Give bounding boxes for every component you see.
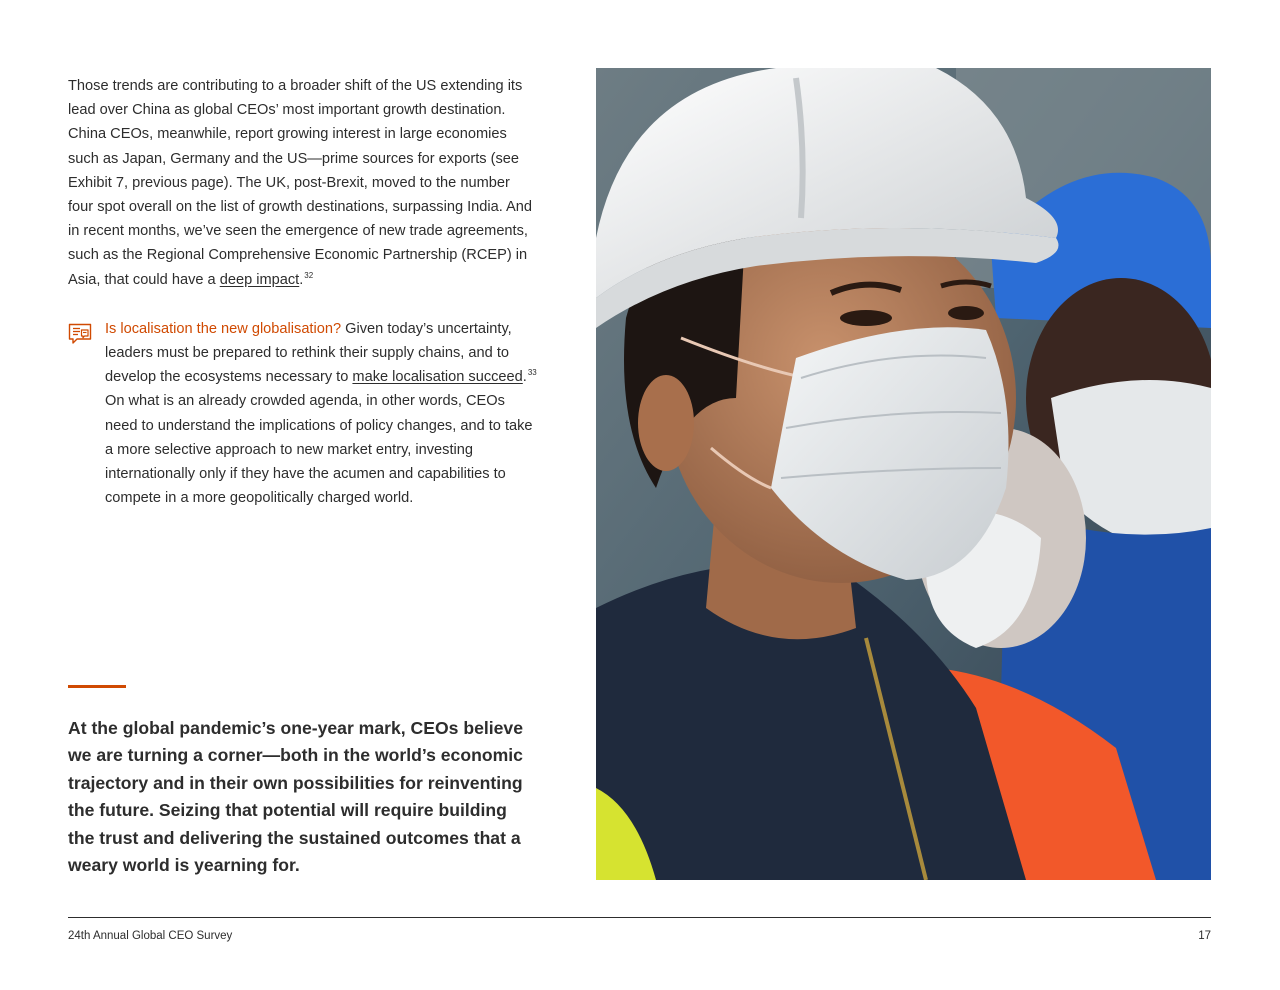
footnote-ref-33: 33 [527, 368, 537, 378]
callout-title: Is localisation the new globalisation? [105, 320, 342, 337]
page-number: 17 [1198, 930, 1211, 942]
period: . [522, 369, 527, 386]
callout-text-continued: On what is an already crowded agenda, in other words, CEOs need to understand the implications of policy changes, and to take a more selective approach to new market entry, investing internationally only if they have the acumen and capabilities to compete in a more geopolitically charged world. [105, 393, 533, 507]
period: . [299, 271, 304, 288]
body-paragraph-text: Those trends are contributing to a broader shift of the US extending its lead over China as global CEOs’ most important growth destination. China CEOs, meanwhile, report growing interest in large economies such as Japan, Germany and the US—prime sources for exports (see Exhibit 7, previous page). The UK, post-Brexit, moved to the number four spot overall on the list of growth destinations, surpassing India. And in recent months, we’ve seen the emergence of new trade agreements, such as the Regional Comprehensive Economic Partnership (RCEP) in Asia, that could have a [68, 78, 533, 288]
discussion-icon [68, 322, 92, 346]
photo-masked-workers [596, 68, 1211, 880]
footer-divider [68, 917, 1211, 918]
callout-text: Given today’s uncertainty, leaders must be prepared to rethink their supply chains, and to develop the ecosystems necessary to [105, 320, 512, 386]
footer-title: 24th Annual Global CEO Survey [68, 930, 233, 942]
body-paragraph [68, 74, 538, 292]
pull-quote: At the global pandemic’s one-year mark, CEOs believe we are turning a corner—both in the world’s economic trajectory and in their own possibilities for reinventing the future. Seizing that potential will require building the trust and delivering the sustained outcomes that a weary world is yearning for. [68, 718, 523, 876]
worker-photo-illustration [596, 68, 1211, 880]
accent-rule [68, 685, 126, 688]
main-text-column [68, 74, 538, 510]
localisation-callout [68, 317, 538, 511]
make-localisation-succeed-link[interactable]: make localisation succeed [352, 369, 523, 386]
footnote-ref-32: 32 [304, 270, 314, 280]
deep-impact-link[interactable]: deep impact [219, 271, 300, 288]
